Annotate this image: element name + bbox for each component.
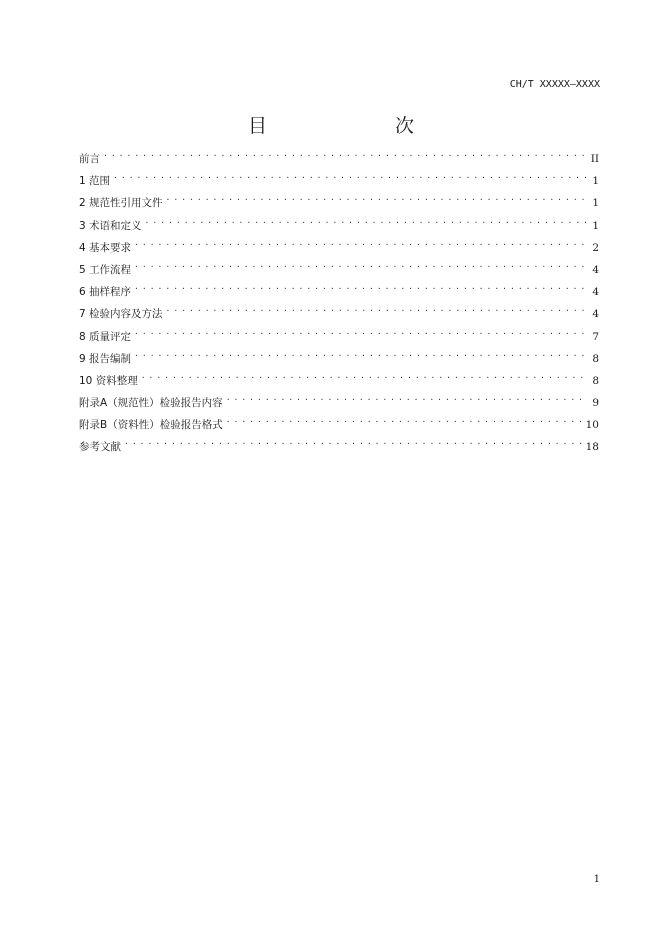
dot-leader [166,301,587,317]
toc-entry-page: 4 [592,263,599,276]
toc-entry-appendix-a[interactable] [79,390,599,412]
dot-leader [124,434,582,450]
toc-entry-page: II [590,153,599,165]
toc-entry-sampling-procedure[interactable] [79,279,599,301]
toc-entry-label: 1 范围 [79,175,111,188]
toc-entry-page: 1 [592,219,599,232]
toc-entry-inspection-methods[interactable] [79,301,599,323]
toc-entry-page: 8 [592,352,599,365]
toc-entry-appendix-b[interactable] [79,412,599,434]
toc-entry-basic-requirements[interactable] [79,235,599,257]
toc-entry-bibliography[interactable] [79,434,599,456]
dot-leader [134,235,587,251]
toc-entry-label: 10 资料整理 [79,374,138,387]
toc-entry-page: 10 [585,419,599,432]
dot-leader [134,257,587,273]
dot-leader [134,346,587,362]
toc-entry-label: 前言 [79,153,100,165]
toc-entry-label: 附录A（规范性）检验报告内容 [79,397,223,410]
toc-entry-label: 5 工作流程 [79,263,132,276]
toc-entry-page: 4 [592,286,599,299]
dot-leader [103,146,587,162]
toc-entry-label: 3 术语和定义 [79,219,142,232]
toc-entry-page: 18 [585,441,599,454]
dot-leader [166,190,587,206]
dot-leader [134,324,587,340]
toc-entry-label: 2 规范性引用文件 [79,197,163,210]
dot-leader [141,368,587,384]
toc-entry-normative-references[interactable] [79,190,599,212]
page-number: 1 [593,874,600,885]
toc-entry-page: 8 [592,374,599,387]
toc-entry-terms-definitions[interactable] [79,213,599,235]
dot-leader [226,390,587,406]
dot-leader [134,279,587,295]
toc-entry-quality-evaluation[interactable] [79,324,599,346]
page-title: 目 次 [247,115,444,137]
toc-entry-foreword[interactable] [79,146,599,168]
toc-entry-page: 2 [592,241,599,254]
toc-entry-label: 8 质量评定 [79,330,132,343]
table-of-contents [79,146,599,457]
toc-entry-label: 6 抽样程序 [79,286,132,299]
dot-leader [113,168,587,184]
toc-entry-data-organization[interactable] [79,368,599,390]
toc-entry-label: 7 检验内容及方法 [79,308,163,321]
toc-entry-scope[interactable] [79,168,599,190]
toc-entry-page: 4 [592,308,599,321]
toc-entry-page: 1 [592,175,599,188]
dot-leader [226,412,582,428]
toc-entry-workflow[interactable] [79,257,599,279]
toc-entry-page: 9 [592,397,599,410]
toc-entry-page: 1 [592,197,599,210]
standard-code: CH/T XXXXX—XXXX [509,79,600,90]
toc-entry-label: 4 基本要求 [79,241,132,254]
toc-entry-report-compilation[interactable] [79,346,599,368]
dot-leader [145,213,587,229]
toc-entry-label: 附录B（资料性）检验报告格式 [79,419,223,432]
toc-entry-label: 参考文献 [79,441,121,454]
toc-entry-page: 7 [592,330,599,343]
toc-entry-label: 9 报告编制 [79,352,132,365]
